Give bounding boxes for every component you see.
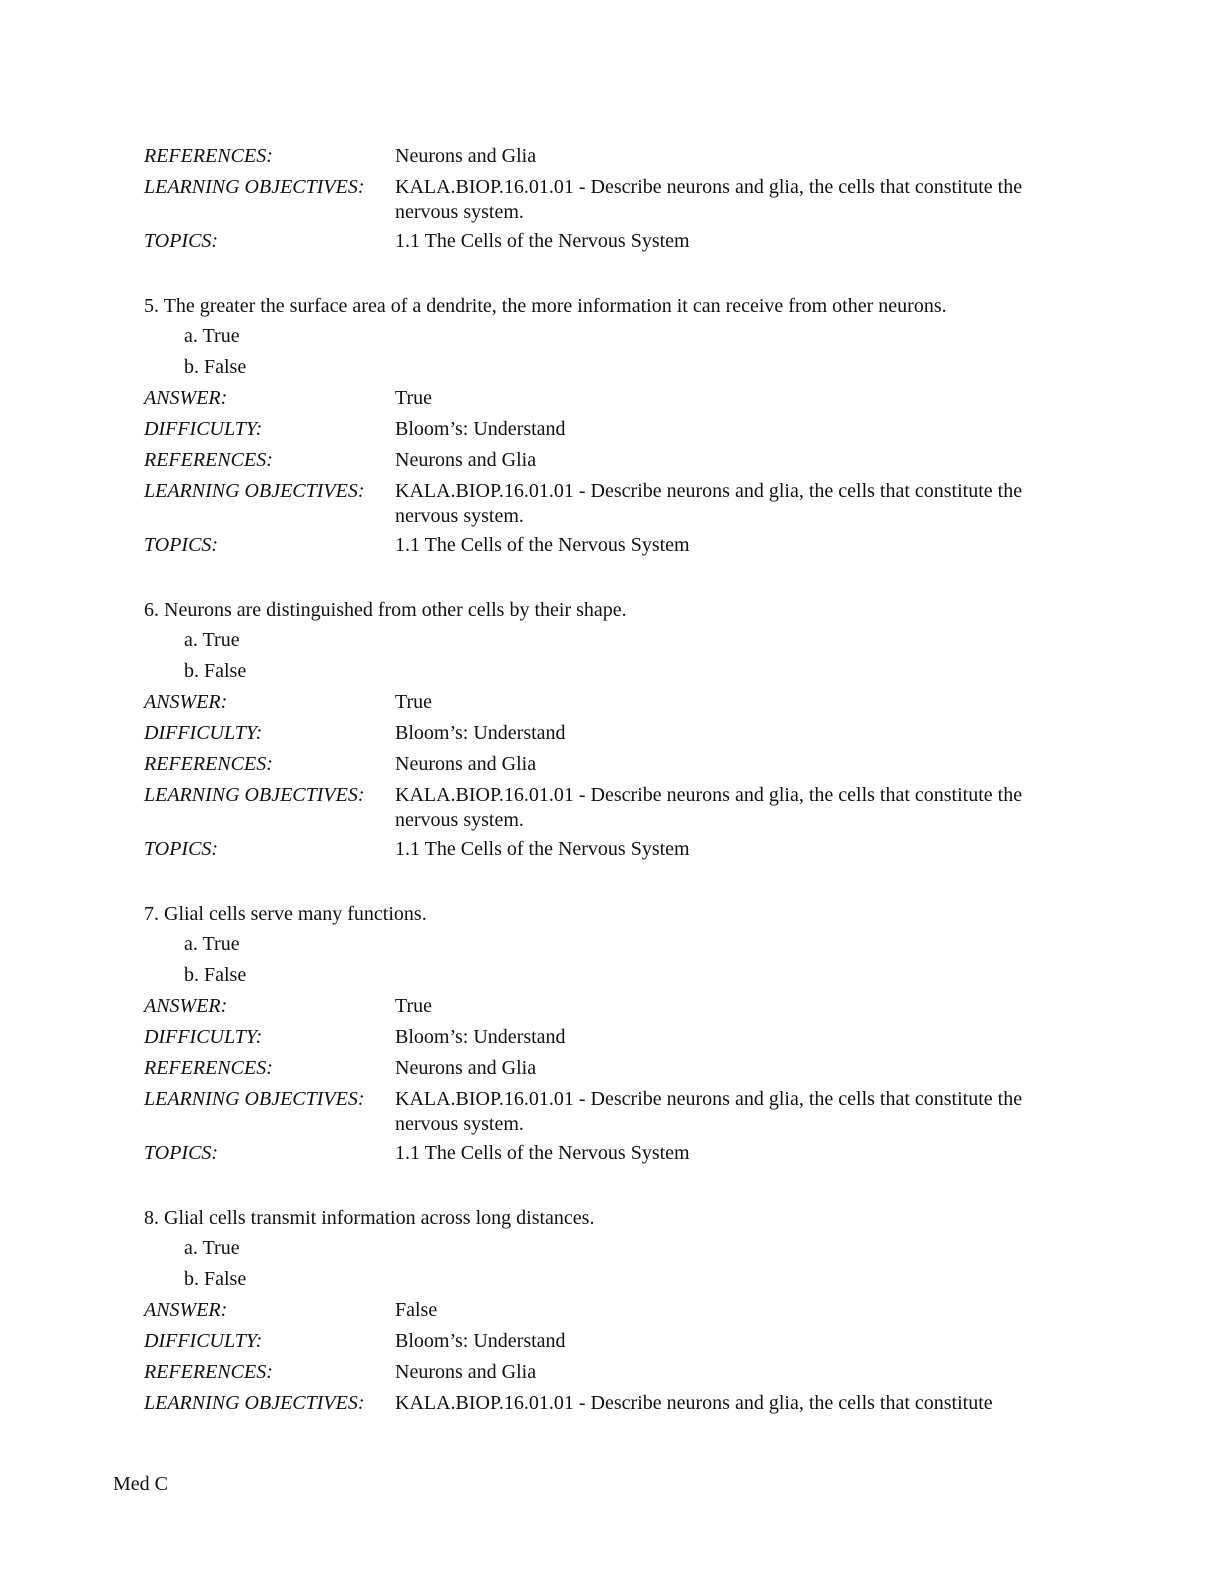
references-value: Neurons and Glia — [395, 1057, 537, 1079]
answer-value: True — [395, 691, 433, 713]
learning-objectives-row — [144, 783, 1064, 833]
question-text: 5. The greater the surface area of a dendrite, the more information it can receive from other neurons. — [144, 295, 947, 317]
answer-value: False — [395, 1299, 438, 1321]
topics-row — [144, 229, 1064, 253]
difficulty-label: DIFFICULTY: — [144, 722, 263, 744]
answer-value: True — [395, 387, 433, 409]
option-b: b. False — [184, 356, 247, 378]
topics-value: 1.1 The Cells of the Nervous System — [395, 230, 690, 252]
answer-value: True — [395, 995, 433, 1017]
references-label: REFERENCES: — [144, 145, 273, 167]
topics-label: TOPICS: — [144, 534, 219, 556]
topics-label: TOPICS: — [144, 1142, 219, 1164]
learning-objectives-row — [144, 1087, 1064, 1137]
document-body — [144, 144, 1064, 1422]
references-label: REFERENCES: — [144, 449, 273, 471]
answer-label: ANSWER: — [144, 1299, 228, 1321]
references-row — [144, 448, 1064, 472]
learning-objectives-label: LEARNING OBJECTIVES: — [144, 480, 365, 502]
difficulty-value: Bloom’s: Understand — [395, 722, 566, 744]
learning-objectives-value: KALA.BIOP.16.01.01 - Describe neurons and glia, the cells that constitute the nervous system. — [395, 480, 1023, 527]
answer-row — [144, 690, 1064, 714]
learning-objectives-value: KALA.BIOP.16.01.01 - Describe neurons and glia, the cells that constitute the nervous system. — [395, 176, 1023, 223]
references-label: REFERENCES: — [144, 1057, 273, 1079]
learning-objectives-label: LEARNING OBJECTIVES: — [144, 1392, 365, 1414]
question-item — [144, 598, 1064, 861]
option-a: a. True — [184, 629, 240, 651]
topics-value: 1.1 The Cells of the Nervous System — [395, 534, 690, 556]
difficulty-row — [144, 721, 1064, 745]
topics-label: TOPICS: — [144, 230, 219, 252]
difficulty-label: DIFFICULTY: — [144, 1330, 263, 1352]
option-b: b. False — [184, 660, 247, 682]
option-a: a. True — [184, 325, 240, 347]
option-b: b. False — [184, 964, 247, 986]
difficulty-row — [144, 1329, 1064, 1353]
answer-row — [144, 386, 1064, 410]
topics-row — [144, 533, 1064, 557]
topics-label: TOPICS: — [144, 838, 219, 860]
learning-objectives-label: LEARNING OBJECTIVES: — [144, 784, 365, 806]
answer-label: ANSWER: — [144, 995, 228, 1017]
difficulty-row — [144, 1025, 1064, 1049]
references-label: REFERENCES: — [144, 753, 273, 775]
answer-row — [144, 1298, 1064, 1322]
references-row — [144, 1056, 1064, 1080]
references-label: REFERENCES: — [144, 1361, 273, 1383]
difficulty-label: DIFFICULTY: — [144, 1026, 263, 1048]
topics-row — [144, 837, 1064, 861]
learning-objectives-row — [144, 175, 1064, 225]
question-item — [144, 294, 1064, 557]
topics-value: 1.1 The Cells of the Nervous System — [395, 1142, 690, 1164]
references-row — [144, 752, 1064, 776]
option-a: a. True — [184, 933, 240, 955]
references-value: Neurons and Glia — [395, 1361, 537, 1383]
references-row — [144, 144, 1064, 168]
references-value: Neurons and Glia — [395, 753, 537, 775]
question-text: 7. Glial cells serve many functions. — [144, 903, 427, 925]
question-item — [144, 902, 1064, 1165]
learning-objectives-row — [144, 479, 1064, 529]
difficulty-value: Bloom’s: Understand — [395, 418, 566, 440]
learning-objectives-value: KALA.BIOP.16.01.01 - Describe neurons and glia, the cells that constitute the nervous system. — [395, 784, 1023, 831]
references-value: Neurons and Glia — [395, 449, 537, 471]
option-a: a. True — [184, 1237, 240, 1259]
references-row — [144, 1360, 1064, 1384]
learning-objectives-row — [144, 1391, 1064, 1415]
answer-label: ANSWER: — [144, 387, 228, 409]
difficulty-label: DIFFICULTY: — [144, 418, 263, 440]
answer-row — [144, 994, 1064, 1018]
learning-objectives-label: LEARNING OBJECTIVES: — [144, 176, 365, 198]
learning-objectives-value: KALA.BIOP.16.01.01 - Describe neurons and glia, the cells that constitute — [395, 1392, 993, 1414]
question-text: 8. Glial cells transmit information across long distances. — [144, 1207, 595, 1229]
topics-value: 1.1 The Cells of the Nervous System — [395, 838, 690, 860]
learning-objectives-label: LEARNING OBJECTIVES: — [144, 1088, 365, 1110]
question-item — [144, 1206, 1064, 1415]
references-value: Neurons and Glia — [395, 145, 537, 167]
option-b: b. False — [184, 1268, 247, 1290]
difficulty-value: Bloom’s: Understand — [395, 1330, 566, 1352]
topics-row — [144, 1141, 1064, 1165]
difficulty-value: Bloom’s: Understand — [395, 1026, 566, 1048]
answer-label: ANSWER: — [144, 691, 228, 713]
difficulty-row — [144, 417, 1064, 441]
question-metadata-block — [144, 144, 1064, 253]
question-text: 6. Neurons are distinguished from other cells by their shape. — [144, 599, 627, 621]
learning-objectives-value: KALA.BIOP.16.01.01 - Describe neurons and glia, the cells that constitute the nervous system. — [395, 1088, 1023, 1135]
page-footer: Med C — [113, 1473, 168, 1495]
